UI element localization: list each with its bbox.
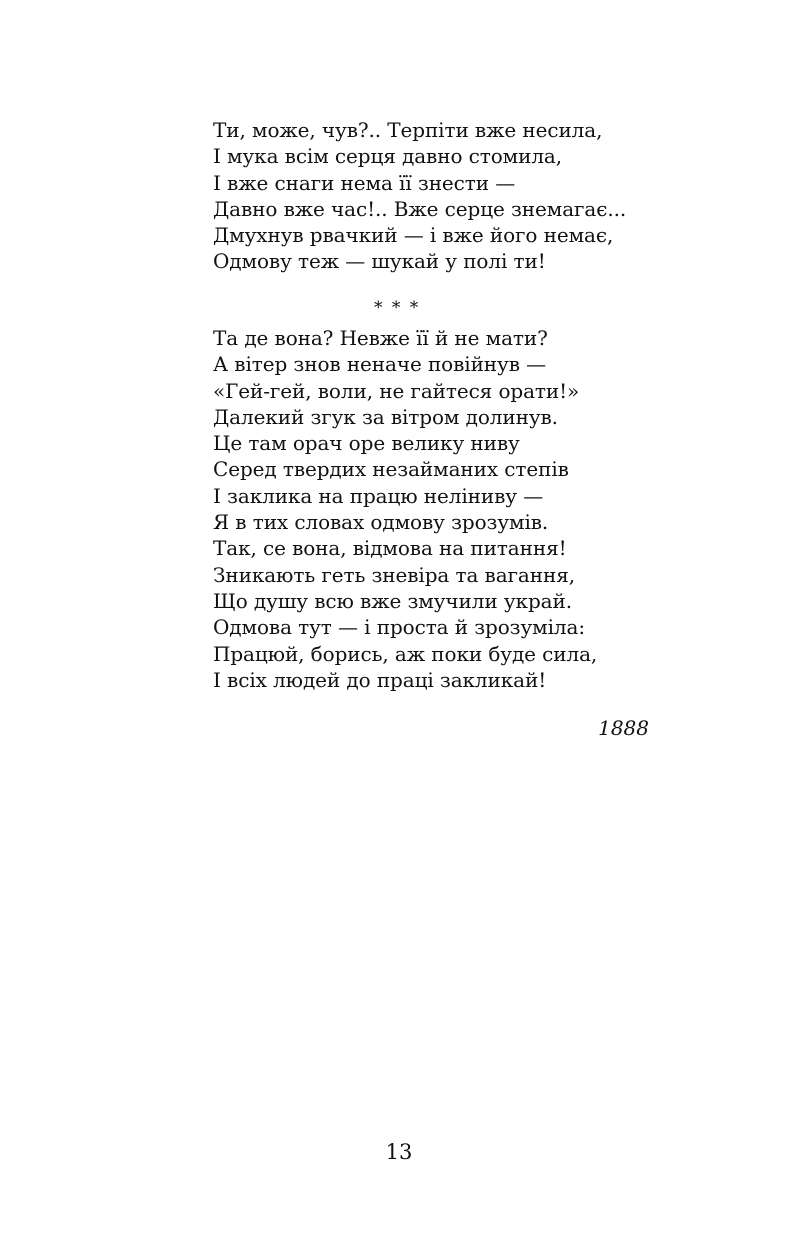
poem-line: «Гей-гей, воли, не гайтеся орати!» [213,378,580,403]
poem-line: Що душу всю вже змучили украй. [213,588,572,613]
poem-line: Ти, може, чув?.. Терпіти вже несила, [213,118,603,142]
poem-line: Та де вона? Невже її й не мати? [213,326,548,350]
poem-line: Давно вже час!.. Вже серце знемагає... [213,196,627,221]
poem-stanza-2 [213,325,683,693]
poem-line: І вже снаги нема її знести — [213,170,516,195]
poem-line: Одмова тут — і проста й зрозуміла: [213,615,585,640]
poem-line: Я в тих словах одмову зрозумів. [213,510,549,535]
poem-line: А вітер знов неначе повійнув — [213,352,547,377]
poem-line: Далекий згук за вітром долинув. [213,404,558,429]
poem-line: Так, се вона, відмова на питання! [213,536,567,561]
poem-line: Одмову теж — шукай у полі ти! [213,249,546,274]
poem-line: Дмухнув рвачкий — і вже його немає, [213,223,614,248]
poem-date: 1888 [598,716,649,740]
section-divider: * * * [374,298,421,318]
poem-line: І всіх людей до праці закликай! [213,667,547,692]
poem-line: Це там орач оре велику ниву [213,431,520,456]
page-number: 13 [385,1140,413,1164]
poem-line: І заклика на працю неліниву — [213,483,544,508]
poem-line: Зникають геть зневіра та вагання, [213,562,575,587]
poem-stanza-1 [213,117,683,275]
poem-line: І мука всім серця давно стомила, [213,144,563,169]
poem-line: Серед твердих незайманих степів [213,457,569,482]
poem-line: Працюй, борись, аж поки буде сила, [213,641,598,666]
